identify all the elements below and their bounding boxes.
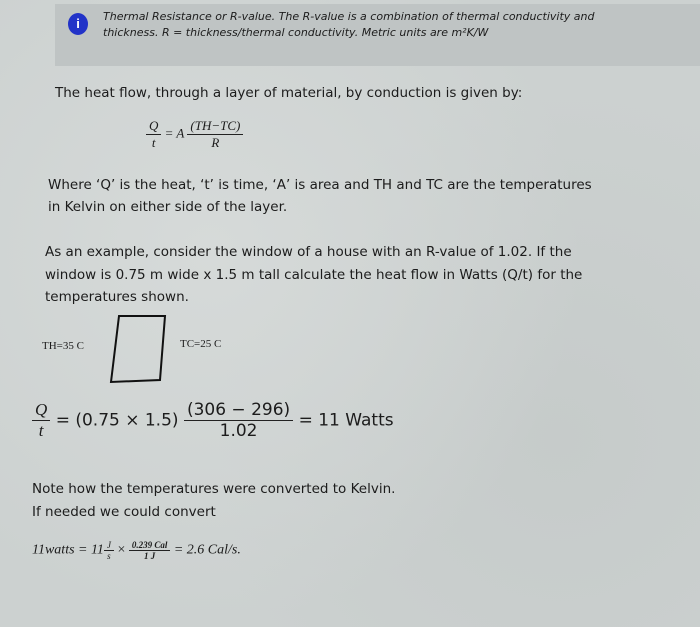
conversion-equation <box>32 540 241 561</box>
intro-text: The heat flow, through a layer of material, by conduction is given by: <box>55 85 523 101</box>
example-line-2: window is 0.75 m wide x 1.5 m tall calculate the heat flow in Watts (Q/t) for the <box>45 267 583 283</box>
formula-den: R <box>211 135 220 150</box>
calc-lhs-den: t <box>38 421 44 440</box>
calc-den: 1.02 <box>219 421 258 441</box>
window-diagram <box>105 312 170 387</box>
calc-result: = 11 Watts <box>298 410 394 431</box>
convert-lhs: 11watts = 11 <box>32 542 104 558</box>
heat-flow-formula <box>146 118 243 151</box>
info-icon: i <box>68 13 88 35</box>
formula-lhs-den: t <box>151 135 156 150</box>
formula-lhs-num: Q <box>146 118 161 135</box>
note-line-2: If needed we could convert <box>32 504 216 520</box>
example-line-1: As an example, consider the window of a house with an R-value of 1.02. If the <box>45 244 572 260</box>
window-shape <box>111 316 165 382</box>
info-line-1: Thermal Resistance or R-value. The R-value is a combination of thermal conductivity and <box>103 10 595 23</box>
convert-times: × <box>117 542 126 558</box>
calc-num: (306 − 296) <box>184 400 293 421</box>
example-line-3: temperatures shown. <box>45 289 189 305</box>
convert-den: 1 J <box>143 551 156 561</box>
formula-eq: = A <box>164 125 185 141</box>
calc-lhs-num: Q <box>32 400 50 421</box>
cold-temp-label: TC=25 C <box>180 338 222 350</box>
where-line-2: in Kelvin on either side of the layer. <box>48 199 288 215</box>
convert-j-num: J <box>104 540 114 551</box>
note-line-1: Note how the temperatures were converted to Kelvin. <box>32 481 396 497</box>
calc-mid: = (0.75 × 1.5) <box>55 410 179 431</box>
convert-j-den: s <box>107 551 111 561</box>
convert-result: = 2.6 Cal/s. <box>173 542 241 558</box>
hot-temp-label: TH=35 C <box>42 340 84 352</box>
formula-num: (TH−TC) <box>187 118 243 135</box>
calculation-equation <box>32 400 394 441</box>
convert-num: 0.239 Cal <box>129 540 171 551</box>
where-line-1: Where ‘Q’ is the heat, ‘t’ is time, ‘A’ is area and TH and TC are the temperatures <box>48 177 592 193</box>
info-line-2: thickness. R = thickness/thermal conductivity. Metric units are m²K/W <box>103 26 489 39</box>
